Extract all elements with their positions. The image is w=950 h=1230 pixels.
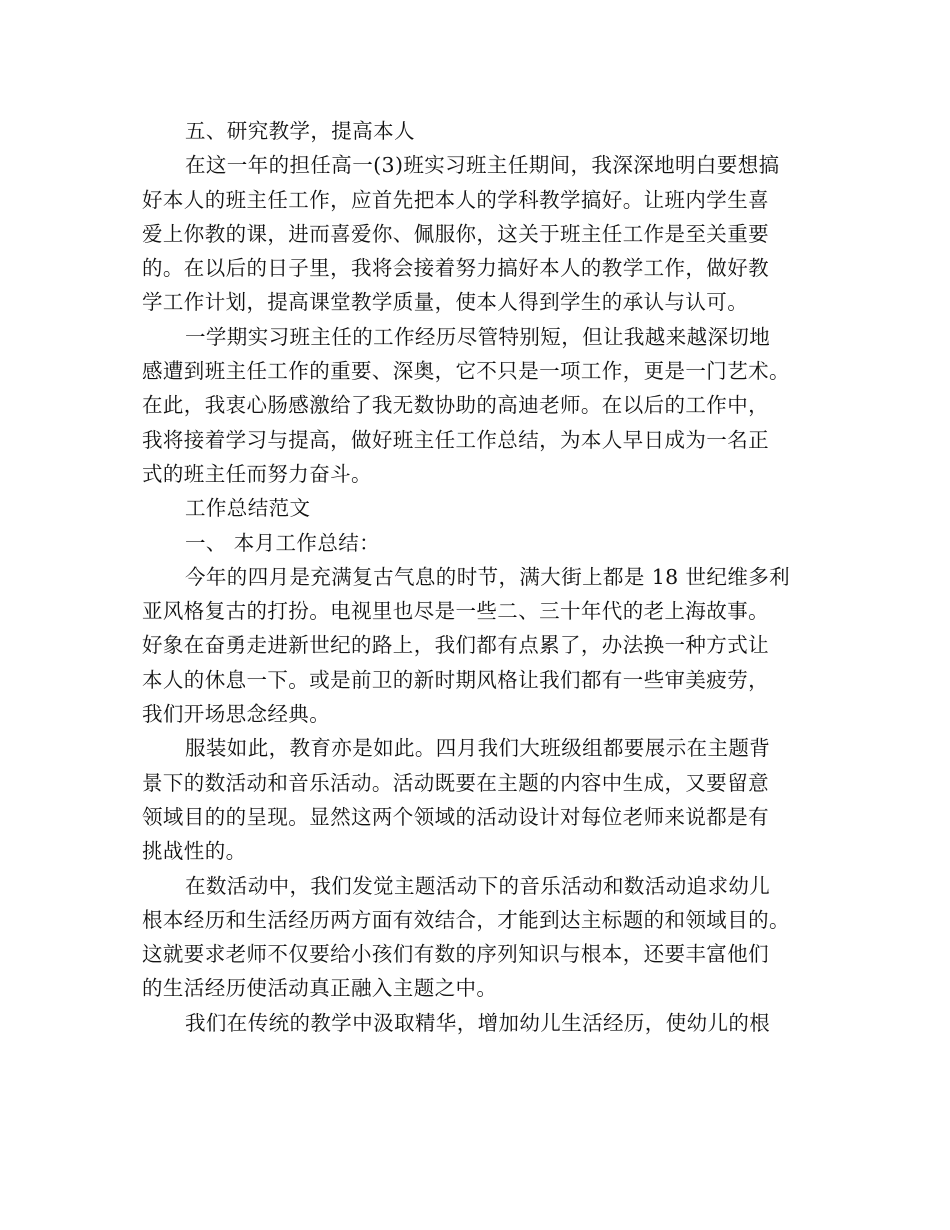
paragraph-line: 学工作计划，提高课堂教学质量，使本人得到学生的承认与认可。: [142, 290, 749, 315]
paragraph-line: 领域目的的呈现。显然这两个领域的活动设计对每位老师来说都是有: [142, 804, 769, 829]
document-body: [142, 114, 822, 1040]
paragraph-line: 在数活动中，我们发觉主题活动下的音乐活动和数活动追求幼儿: [185, 873, 771, 898]
paragraph-line: 景下的数活动和音乐活动。活动既要在主题的内容中生成，又要留意: [142, 770, 769, 795]
paragraph-line: 这就要求老师不仅要给小孩们有数的序列知识与根本，还要丰富他们: [142, 942, 769, 967]
paragraph-line: 我们开场思念经典。: [142, 702, 331, 727]
paragraph-line: 在此，我衷心肠感激给了我无数协助的高迪老师。在以后的工作中，: [142, 393, 769, 418]
paragraph-line: 我将接着学习与提高，做好班主任工作总结，为本人早日成为一名正: [142, 427, 769, 452]
paragraph-line: 的生活经历使活动真正融入主题之中。: [142, 976, 498, 1001]
paragraph-line: 一学期实习班主任的工作经历尽管特别短，但让我越来越深切地: [185, 324, 771, 349]
paragraph-line: 在这一年的担任高一(3)班实习班主任期间，我深深地明白要想搞: [185, 153, 780, 178]
section-heading-five: 五、研究教学，提高本人: [185, 119, 415, 143]
paragraph-line: 的。在以后的日子里，我将会接着努力搞好本人的教学工作，做好教: [142, 256, 769, 281]
paragraph-line: 服装如此，教育亦是如此。四月我们大班级组都要展示在主题背: [185, 736, 771, 761]
paragraph-line: 爱上你教的课，进而喜爱你、佩服你，这关于班主任工作是至关重要: [142, 221, 769, 246]
paragraph-line: 挑战性的。: [142, 839, 247, 864]
paragraph-line: 我们在传统的教学中汲取精华，增加幼儿生活经历，使幼儿的根: [185, 1010, 771, 1035]
paragraph-line: 亚风格复古的打扮。电视里也尽是一些二、三十年代的老上海故事。: [142, 599, 769, 624]
paragraph-line: 好本人的班主任工作，应首先把本人的学科教学搞好。让班内学生喜: [142, 187, 769, 212]
paragraph-line: 感遭到班主任工作的重要、深奥，它不只是一项工作，更是一门艺术。: [142, 359, 790, 384]
paragraph-line: 好象在奋勇走进新世纪的路上，我们都有点累了，办法换一种方式让: [142, 633, 769, 658]
paragraph-line: 今年的四月是充满复古气息的时节，满大街上都是 18 世纪维多利: [185, 564, 791, 589]
paragraph-line: 式的班主任而努力奋斗。: [142, 461, 372, 486]
section-heading-sample: 工作总结范文: [185, 496, 311, 521]
paragraph-line: 本人的休息一下。或是前卫的新时期风格让我们都有一些审美疲劳，: [142, 667, 769, 692]
section-heading-one: 一、 本月工作总结：: [185, 530, 381, 555]
paragraph-line: 根本经历和生活经历两方面有效结合，才能到达主标题的和领域目的。: [142, 907, 790, 932]
